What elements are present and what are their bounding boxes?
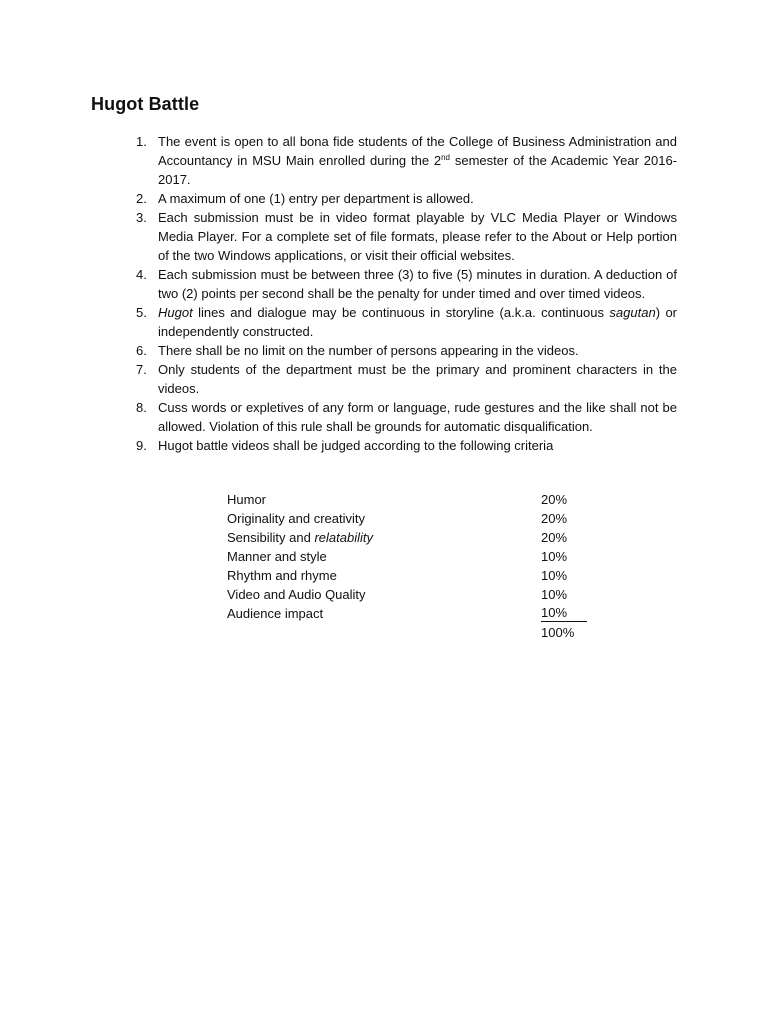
rules-list [136, 132, 677, 455]
rule-text: Cuss words or expletives of any form or language, rude gestures and the like shall not be allowed. Violation of this rule shall be grounds for automatic disqualification. [158, 400, 677, 434]
criteria-row [227, 509, 597, 528]
criteria-total: 100% [541, 625, 575, 640]
criteria-weight: 10% [541, 549, 568, 564]
criteria-weight: 10% [541, 605, 587, 622]
rule-item-8 [136, 398, 677, 436]
document-title: Hugot Battle [91, 94, 200, 114]
criteria-weight: 10% [541, 568, 568, 583]
criteria-weight: 20% [541, 511, 568, 526]
rule-text: There shall be no limit on the number of persons appearing in the videos. [158, 343, 579, 358]
criteria-row [227, 566, 597, 585]
criteria-label: Rhythm and rhyme [227, 568, 337, 583]
criteria-weight: 20% [541, 492, 568, 507]
rule-text-part: lines and dialogue may be continuous in storyline (a.k.a. continuous [192, 305, 610, 320]
rule-text: Hugot battle videos shall be judged according to the following criteria [158, 438, 554, 453]
rule-text-part: semester of the Academic Year 2016-2017. [158, 153, 677, 187]
rule-text: Each submission must be in video format playable by VLC Media Player or Windows Media Player. For a complete set of file formats, please refer to the About or Help portion of the two Windows applications, or visit their official websites. [158, 210, 677, 263]
criteria-row [227, 547, 597, 566]
criteria-row [227, 528, 597, 547]
rule-item-5 [136, 303, 677, 341]
rule-number: 4. [136, 267, 147, 282]
rule-item-7 [136, 360, 677, 398]
rule-number: 3. [136, 210, 147, 225]
rule-number: 2. [136, 191, 147, 206]
rule-text-part: The event is open to all bona fide students of the College of Business Administration and Accountancy in MSU Main enrolled during the 2 [158, 134, 677, 168]
rule-text-italic: Hugot [158, 305, 193, 320]
rule-text: A maximum of one (1) entry per department is allowed. [158, 191, 474, 206]
rule-number: 6. [136, 343, 147, 358]
rule-text: Only students of the department must be the primary and prominent characters in the videos. [158, 362, 677, 396]
rule-text-part: ) or independently constructed. [158, 305, 678, 339]
rule-item-6 [136, 341, 677, 360]
criteria-label: Video and Audio Quality [227, 587, 366, 602]
criteria-row [227, 604, 597, 623]
rule-item-9 [136, 436, 677, 455]
criteria-weight: 20% [541, 530, 568, 545]
rule-text [158, 303, 677, 341]
ordinal-superscript: nd [441, 153, 451, 162]
rule-text: Each submission must be between three (3) to five (5) minutes in duration. A deduction of two (2) points per second shall be the penalty for under timed and over timed videos. [158, 267, 677, 301]
rule-text-italic: sagutan [609, 305, 656, 320]
rule-item-3 [136, 208, 677, 265]
rule-number: 7. [136, 362, 147, 377]
criteria-label [227, 528, 373, 547]
criteria-label-italic: relatability [314, 530, 373, 545]
criteria-label: Audience impact [227, 606, 324, 621]
criteria-row [227, 490, 597, 509]
criteria-label: Originality and creativity [227, 511, 365, 526]
criteria-label: Manner and style [227, 549, 327, 564]
criteria-label: Humor [227, 492, 267, 507]
rule-item-4 [136, 265, 677, 303]
rule-number: 1. [136, 134, 147, 149]
rule-number: 5. [136, 305, 147, 320]
rule-text [158, 132, 677, 189]
criteria-label-part: Sensibility and [227, 530, 315, 545]
criteria-weight: 10% [541, 587, 568, 602]
rule-number: 9. [136, 438, 147, 453]
criteria-row [227, 585, 597, 604]
rule-item-2 [136, 189, 677, 208]
criteria-total-row [227, 623, 597, 642]
rule-number: 8. [136, 400, 147, 415]
rule-item-1 [136, 132, 677, 189]
criteria-table [227, 490, 597, 642]
